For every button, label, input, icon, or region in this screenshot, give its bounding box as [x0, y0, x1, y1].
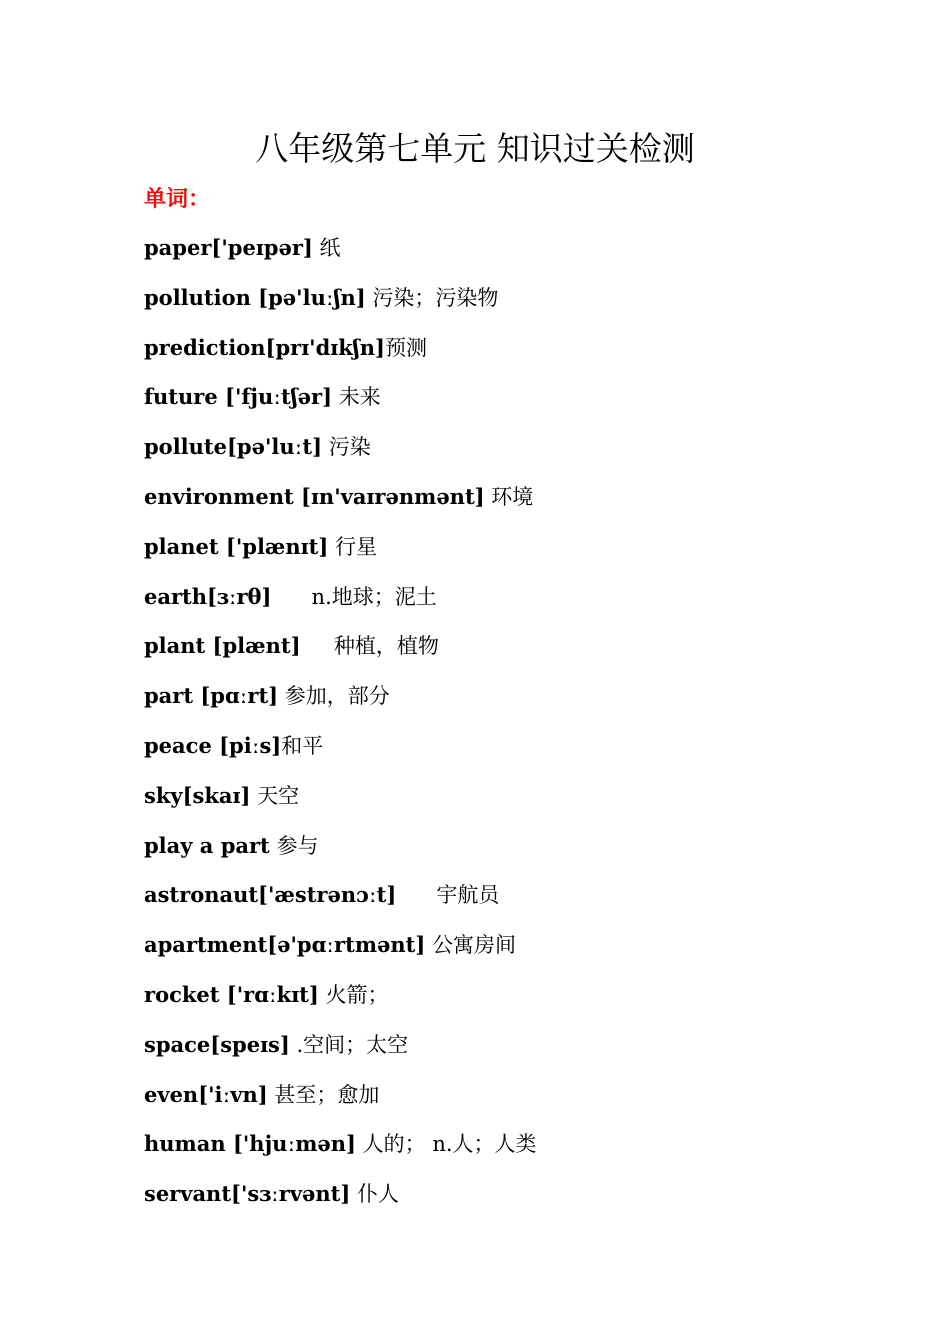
vocab-meaning: 和平	[281, 733, 324, 758]
vocab-word: human ['hjuːmən]	[144, 1131, 356, 1157]
vocab-item	[144, 332, 537, 382]
vocab-item	[144, 830, 537, 880]
vocab-meaning: 未来	[332, 385, 381, 410]
vocab-word: apartment[ə'pɑːrtmənt]	[144, 932, 426, 958]
vocab-word: astronaut['æstrənɔːt]	[144, 882, 397, 908]
vocab-item	[144, 581, 537, 631]
vocab-meaning: 公寓房间	[425, 933, 516, 958]
vocab-meaning: 预测	[384, 335, 427, 360]
vocabulary-list	[144, 232, 537, 1228]
vocab-meaning: .空间；太空	[289, 1032, 409, 1057]
vocab-item	[144, 929, 537, 979]
vocab-meaning: 污染；污染物	[365, 285, 499, 310]
vocab-word: peace [piːs]	[144, 732, 282, 758]
vocab-item	[144, 1178, 537, 1228]
vocab-meaning: 行星	[328, 534, 377, 559]
vocab-word: sky[skaɪ]	[144, 782, 251, 808]
vocab-word: earth[ɜːrθ]	[144, 583, 272, 609]
vocab-word: prediction[prɪ'dɪkʃn]	[144, 334, 385, 360]
vocab-word: pollution [pə'luːʃn]	[144, 284, 366, 310]
vocab-meaning: 纸	[312, 236, 341, 260]
vocab-word: plant [plænt]	[144, 633, 301, 659]
vocab-item	[144, 431, 537, 481]
vocab-item	[144, 730, 537, 780]
vocab-item	[144, 979, 537, 1029]
vocab-word: planet ['plænɪt]	[144, 533, 329, 559]
vocab-meaning: 参与	[269, 833, 319, 858]
vocab-word: future ['fjuːtʃər]	[144, 384, 333, 410]
vocab-word: environment [ɪn'vaɪrənmənt]	[144, 483, 485, 509]
vocab-meaning: 人的； n.人；人类	[355, 1132, 537, 1157]
vocab-word: even['iːvn]	[144, 1081, 268, 1107]
vocab-item	[144, 531, 537, 581]
vocab-item	[144, 630, 537, 680]
vocab-meaning: 火箭；	[318, 982, 389, 1007]
vocab-item	[144, 282, 537, 332]
vocab-word: space[speɪs]	[144, 1031, 290, 1057]
vocab-word: paper['peɪpər]	[144, 235, 313, 260]
vocab-item	[144, 780, 537, 830]
vocab-item	[144, 381, 537, 431]
vocab-item	[144, 879, 537, 929]
vocab-meaning: 天空	[250, 783, 300, 808]
vocab-meaning: 环境	[484, 484, 534, 509]
section-label-vocabulary: 单词：	[144, 186, 211, 212]
vocab-item	[144, 1128, 537, 1178]
vocab-item	[144, 481, 537, 531]
vocab-meaning: 参加，部分	[278, 684, 390, 709]
vocab-meaning: 种植，植物	[300, 634, 439, 659]
vocab-word: play a part	[144, 832, 270, 858]
page-title: 八年级第七单元 知识过关检测	[255, 129, 695, 168]
vocab-word: servant['sɜːrvənt]	[144, 1181, 351, 1207]
vocab-item	[144, 1029, 537, 1079]
vocab-word: rocket ['rɑːkɪt]	[144, 981, 319, 1007]
vocab-meaning: 甚至；愈加	[267, 1082, 380, 1107]
vocab-meaning: 宇航员	[396, 883, 500, 908]
vocab-meaning: 污染	[322, 435, 371, 460]
vocab-word: part [pɑːrt]	[144, 683, 279, 709]
vocab-meaning: n.地球；泥土	[271, 584, 437, 609]
vocab-word: pollute[pə'luːt]	[144, 434, 323, 460]
vocab-item	[144, 680, 537, 730]
vocab-item	[144, 232, 537, 282]
vocab-meaning: 仆人	[350, 1182, 399, 1207]
vocab-item	[144, 1079, 537, 1129]
